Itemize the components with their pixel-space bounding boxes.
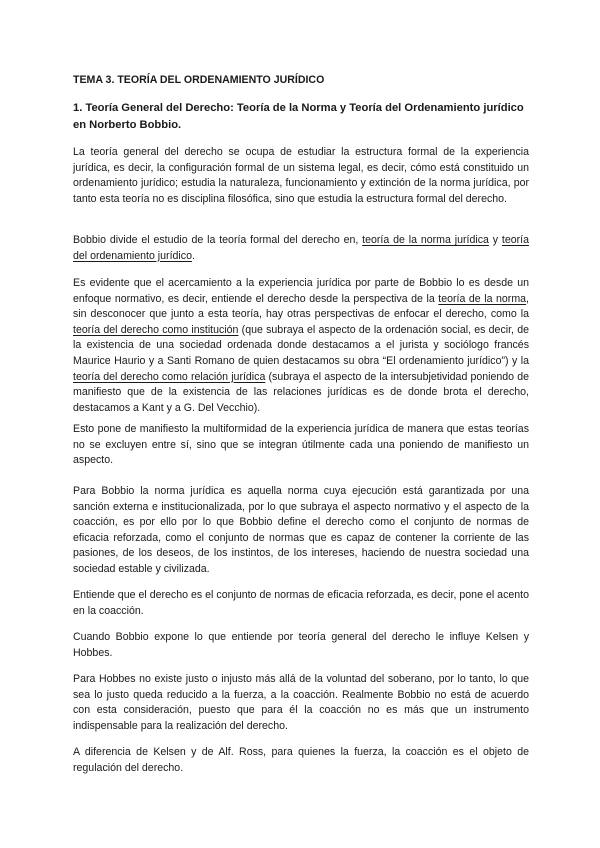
underlined-term-ordenamiento-juridico: teoría del ordenamiento jurídico — [73, 234, 529, 262]
paragraph-9: A diferencia de Kelsen y de Alf. Ross, para quienes la fuerza, la coacción es el objeto de regulación del derecho. — [73, 746, 529, 774]
paragraph-2 — [73, 233, 529, 264]
paragraph-1: La teoría general del derecho se ocupa de estudiar la estructura formal de la experiencia jurídica, es decir, la configuración formal de un sistema legal, es decir, cómo está constituido un ordenamiento jurídico; estudia la naturaleza, funcionamiento y extinción de la norma jurídica, por tanto esta teoría no es disciplina filosófica, sino que estudia la estructura formal del derecho. — [73, 146, 529, 205]
paragraph-3-text-d: (subraya el aspecto de la intersubjetividad poniendo de manifiesto que de la existencia de las relaciones jurídicas es de donde brota el derecho, destacamos a Kant y a G. Del Vecchio). — [73, 370, 529, 414]
document-title: TEMA 3. TEORÍA DEL ORDENAMIENTO JURÍDICO — [73, 74, 325, 86]
paragraph-5: Para Bobbio la norma jurídica es aquella norma cuya ejecución está garantizada por una sanción externa e institucionalizada, por lo que subraya el aspecto normativo y el aspecto de la coacción, es por ello por lo que Bobbio define el derecho como el conjunto de normas de eficacia reforzada, como el conjunto de normas que es capaz de contener la corriente de las pasiones, de los deseos, de los instintos, de los intereses, haciendo de nuestra sociedad una sociedad estable y civilizada. — [73, 485, 529, 575]
paragraph-8: Para Hobbes no existe justo o injusto más allá de la voluntad del soberano, por lo tanto, lo que sea lo justo queda reducido a la fuerza, a la coacción. Realmente Bobbio no está de acuerdo con esta consideración, puesto que para él la coacción no es más que un instrumento indispensable para la realización del derecho. — [73, 673, 529, 732]
paragraph-3-text-a: Es evidente que el acercamiento a la experiencia jurídica por parte de Bobbio lo es desde un enfoque normativo, es decir, entiende el derecho desde la perspectiva de la — [73, 277, 529, 305]
underlined-term-norma-juridica: teoría de la norma jurídica — [362, 234, 489, 246]
paragraph-4: Esto pone de manifiesto la multiformidad de la experiencia jurídica de manera que estas teorías no se excluyen entre sí, sino que se integran útilmente cada una poniendo de manifiesto un aspecto. — [73, 423, 529, 467]
paragraph-3-text-c: (que subraya el aspecto de la ordenación social, es decir, de la existencia de una sociedad ordenada donde destacamos a el jurista y sociólogo francés Maurice Haurio y a Santi Romano de quien destacamos su obra “El ordenamiento jurídico”) y la — [73, 323, 530, 367]
section-heading: 1. Teoría General del Derecho: Teoría de la Norma y Teoría del Ordenamiento jurídico en Norberto Bobbio. — [73, 102, 524, 131]
underlined-term-teoria-norma: teoría de la norma — [438, 292, 527, 305]
underlined-term-institucion: teoría del derecho como institución — [73, 323, 239, 336]
underlined-term-relacion-juridica: teoría del derecho como relación jurídica — [73, 370, 266, 383]
paragraph-6: Entiende que el derecho es el conjunto de normas de eficacia reforzada, es decir, pone el acento en la coacción. — [73, 589, 529, 617]
paragraph-2-text-a: Bobbio divide el estudio de la teoría formal del derecho en, — [73, 234, 363, 246]
paragraph-2-text-c: . — [191, 249, 195, 262]
paragraph-3-text-b: , sin desconocer que junto a esta teoría, hay otras perspectivas de enfocar el derecho, como la — [73, 292, 529, 321]
paragraph-2-text-b: y — [488, 234, 502, 246]
paragraph-7: Cuando Bobbio expone lo que entiende por teoría general del derecho le influye Kelsen y Hobbes. — [73, 631, 529, 659]
paragraph-3 — [73, 276, 529, 416]
